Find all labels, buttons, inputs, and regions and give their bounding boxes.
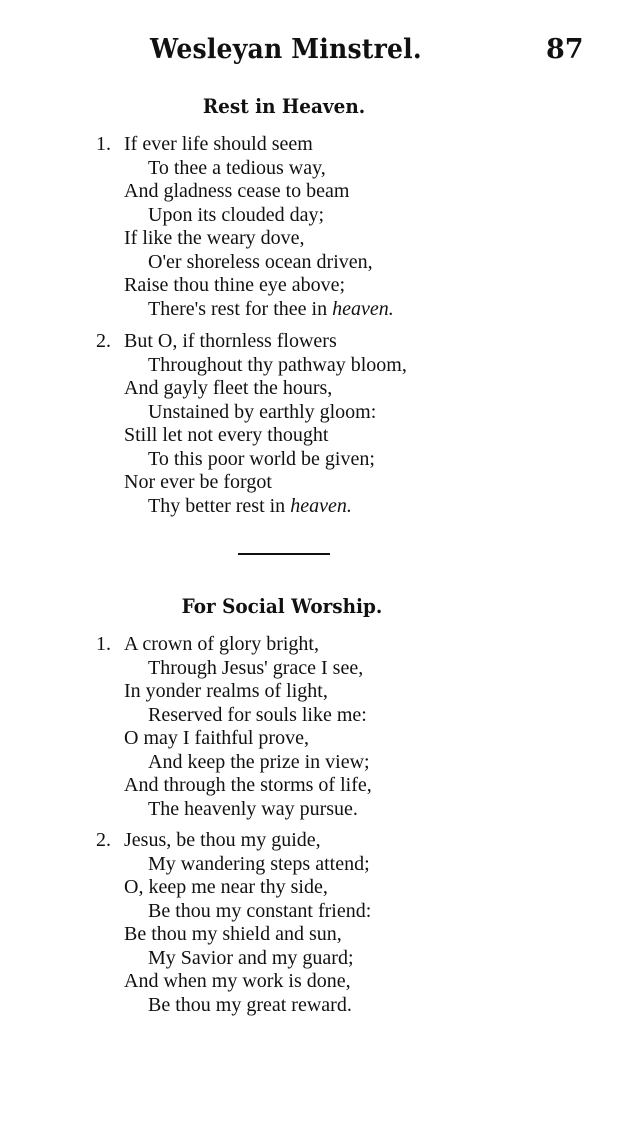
verse-line: Nor ever be forgot	[124, 471, 272, 493]
running-title: Wesleyan Minstrel.	[150, 34, 422, 65]
verse-line: Be thou my shield and sun,	[124, 923, 342, 945]
verse-line: To this poor world be given;	[148, 447, 375, 470]
verse-line: Thy better rest in heaven.	[148, 494, 352, 517]
emphasized-word: heaven.	[332, 297, 394, 320]
stanza-number: 2.	[96, 330, 111, 352]
section-divider	[238, 553, 330, 555]
verse-line: 2. But O, if thornless flowers	[96, 330, 337, 352]
hymn-title: Rest in Heaven.	[202, 94, 366, 118]
stanza-number: 2.	[96, 829, 111, 851]
verse-line: O, keep me near thy side,	[124, 876, 328, 898]
stanza	[96, 829, 546, 1017]
hymn-title: For Social Worship.	[181, 594, 383, 618]
verse-line: There's rest for thee in heaven.	[148, 297, 394, 320]
verse-line: Upon its clouded day;	[148, 203, 325, 226]
verse-line: Raise thou thine eye above;	[124, 274, 346, 296]
stanza	[96, 330, 546, 518]
verse-line: Still let not every thought	[124, 424, 329, 446]
verse-line: O may I faithful prove,	[124, 727, 309, 749]
stanza-number: 1.	[96, 133, 111, 155]
verse-line: O'er shoreless ocean driven,	[148, 250, 373, 273]
stanza	[96, 133, 546, 321]
stanza-number: 1.	[96, 633, 111, 655]
stanza	[96, 633, 546, 821]
verse-line: And when my work is done,	[124, 970, 351, 992]
verse-line: Throughout thy pathway bloom,	[148, 353, 407, 376]
verse-line: 1. If ever life should seem	[96, 133, 313, 155]
verse-line: My wandering steps attend;	[148, 852, 370, 875]
verse-line: And gayly fleet the hours,	[124, 377, 333, 399]
verse-line: The heavenly way pursue.	[148, 797, 358, 820]
verse-line: In yonder realms of light,	[124, 680, 328, 702]
verse-line: And gladness cease to beam	[124, 180, 350, 202]
verse-line: And keep the prize in view;	[148, 750, 370, 773]
verse-line: Unstained by earthly gloom:	[148, 400, 377, 423]
verse-line: 2. Jesus, be thou my guide,	[96, 829, 321, 851]
verse-line: Through Jesus' grace I see,	[148, 656, 364, 679]
verse-line: Be thou my great reward.	[148, 993, 352, 1016]
page-number: 87	[546, 34, 584, 65]
verse-line: To thee a tedious way,	[148, 156, 326, 179]
verse-line: Be thou my constant friend:	[148, 899, 372, 922]
verse-line: My Savior and my guard;	[148, 946, 354, 969]
verse-line: If like the weary dove,	[124, 227, 305, 249]
verse-line: Reserved for souls like me:	[148, 703, 367, 726]
verse-line: 1. A crown of glory bright,	[96, 633, 319, 655]
verse-line: And through the storms of life,	[124, 774, 372, 796]
emphasized-word: heaven.	[290, 494, 352, 517]
